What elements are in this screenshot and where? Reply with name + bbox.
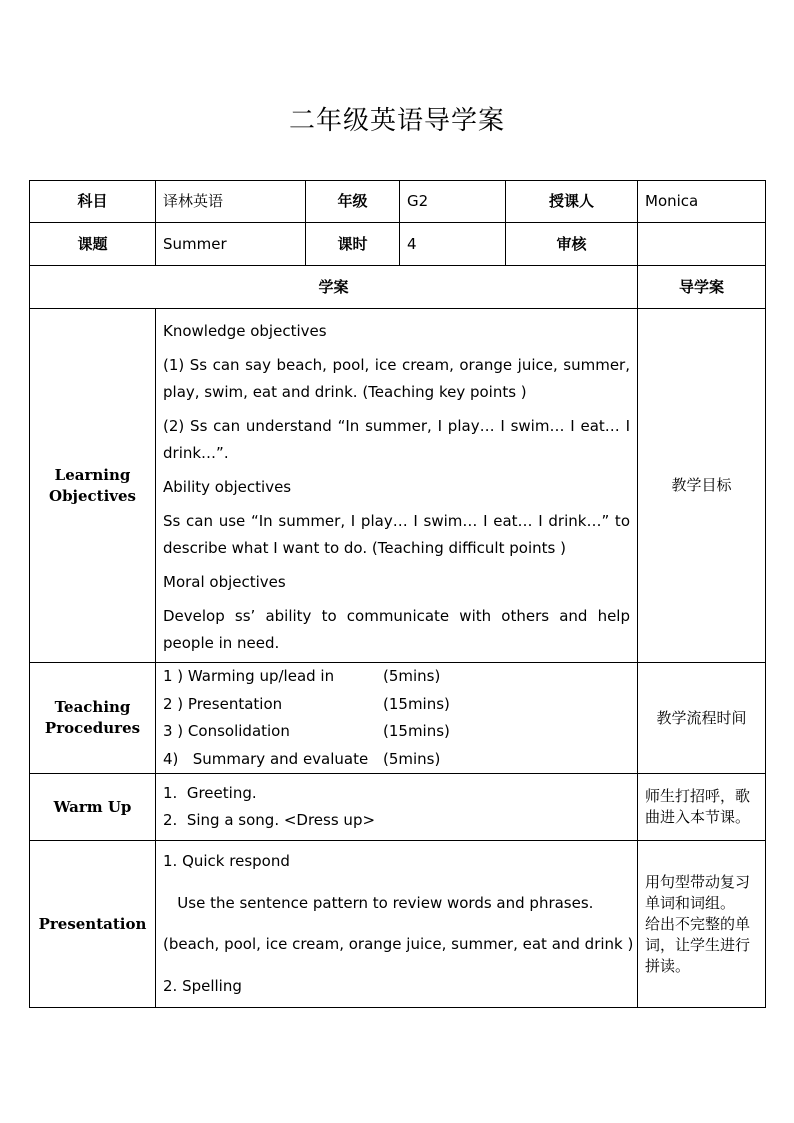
teacher-label: 授课人 <box>506 181 638 223</box>
objective-line: (2) Ss can understand “In summer, I play… I swim… I eat… I drink…”. <box>163 416 630 462</box>
warm-up-label: Warm Up <box>30 774 156 841</box>
procedure-step-text: 3 ) Consolidation <box>163 722 290 740</box>
teaching-procedures-note: 教学流程时间 <box>638 663 766 774</box>
procedure-step-time: (15mins) <box>383 722 450 740</box>
presentation-note-line: 拼读。 <box>645 956 691 975</box>
procedure-step <box>163 746 630 774</box>
procedure-step-time: (15mins) <box>383 694 450 713</box>
procedure-step-text: 4) Summary and evaluate <box>163 749 369 768</box>
objective-line: Develop ss’ ability to communicate with others and help people in need. <box>163 606 630 652</box>
period-label: 课时 <box>306 223 400 266</box>
topic-value: Summer <box>156 223 306 266</box>
period-value: 4 <box>400 223 506 266</box>
presentation-item: Use the sentence pattern to review words and phrases. <box>163 893 594 912</box>
procedure-step-text: 2 ) Presentation <box>163 694 283 713</box>
presentation-item: (beach, pool, ice cream, orange juice, summer, eat and drink ) <box>163 935 634 953</box>
procedure-step-time: (5mins) <box>383 667 441 685</box>
teaching-procedures-label-line1: Teaching <box>54 698 131 716</box>
lesson-plan-table <box>29 180 766 1008</box>
header-row-2 <box>30 223 766 266</box>
procedure-step <box>163 663 630 691</box>
learning-objectives-content <box>156 309 638 663</box>
presentation-item: 1. Quick respond <box>163 852 290 870</box>
presentation-label: Presentation <box>30 841 156 1008</box>
procedure-step-time: (5mins) <box>383 749 441 768</box>
teaching-procedures-content <box>156 663 638 774</box>
grade-value: G2 <box>400 181 506 223</box>
procedure-step-text: 1 ) Warming up/lead in <box>163 667 335 685</box>
learning-objectives-label-line2: Objectives <box>49 486 136 505</box>
presentation-row <box>30 841 766 1008</box>
guide-plan-header: 导学案 <box>638 266 766 309</box>
procedure-step <box>163 718 630 746</box>
column-header-row <box>30 266 766 309</box>
teaching-procedures-label-line2: Procedures <box>44 719 141 737</box>
teaching-procedures-row <box>30 663 766 774</box>
header-row-1 <box>30 181 766 223</box>
objective-line: Knowledge objectives <box>163 321 327 340</box>
warm-up-note <box>638 774 766 841</box>
teacher-value: Monica <box>638 181 766 223</box>
learning-objectives-row <box>30 309 766 663</box>
warm-up-item: 1. Greeting. <box>163 783 257 802</box>
subject-value: 译林英语 <box>156 181 306 223</box>
presentation-item: 2. Spelling <box>163 976 242 995</box>
teaching-procedures-label <box>30 663 156 774</box>
learning-objectives-label-line1: Learning <box>54 465 131 484</box>
topic-label: 课题 <box>30 223 156 266</box>
subject-label: 科目 <box>30 181 156 223</box>
procedure-step <box>163 691 630 719</box>
warm-up-note-line: 曲进入本节课。 <box>645 808 751 826</box>
presentation-note-line: 用句型带动复习 <box>645 872 751 891</box>
review-label: 审核 <box>506 223 638 266</box>
learning-objectives-note: 教学目标 <box>638 309 766 663</box>
presentation-note-line: 给出不完整的单 <box>645 914 751 933</box>
page-title: 二年级英语导学案 <box>288 106 505 136</box>
objective-line: Ss can use “In summer, I play… I swim… I eat… I drink…” to describe what I want to do. (Teaching difficult points ) <box>163 511 630 557</box>
warm-up-item: 2. Sing a song. <Dress up> <box>163 811 376 829</box>
warm-up-note-line: 师生打招呼，歌 <box>645 787 751 805</box>
objective-line: Ability objectives <box>163 477 292 496</box>
objective-line: Moral objectives <box>163 572 286 591</box>
objective-line: (1) Ss can say beach, pool, ice cream, orange juice, summer, play, swim, eat and drink. (Teaching key points ) <box>163 355 630 401</box>
warm-up-row <box>30 774 766 841</box>
review-value <box>638 223 766 266</box>
study-plan-header: 学案 <box>30 266 638 309</box>
presentation-note <box>638 841 766 1008</box>
presentation-note-line: 词，让学生进行 <box>645 935 751 954</box>
presentation-note-line: 单词和词组。 <box>645 893 736 912</box>
learning-objectives-label <box>30 309 156 663</box>
grade-label: 年级 <box>306 181 400 223</box>
presentation-content <box>156 841 638 1008</box>
warm-up-content <box>156 774 638 841</box>
